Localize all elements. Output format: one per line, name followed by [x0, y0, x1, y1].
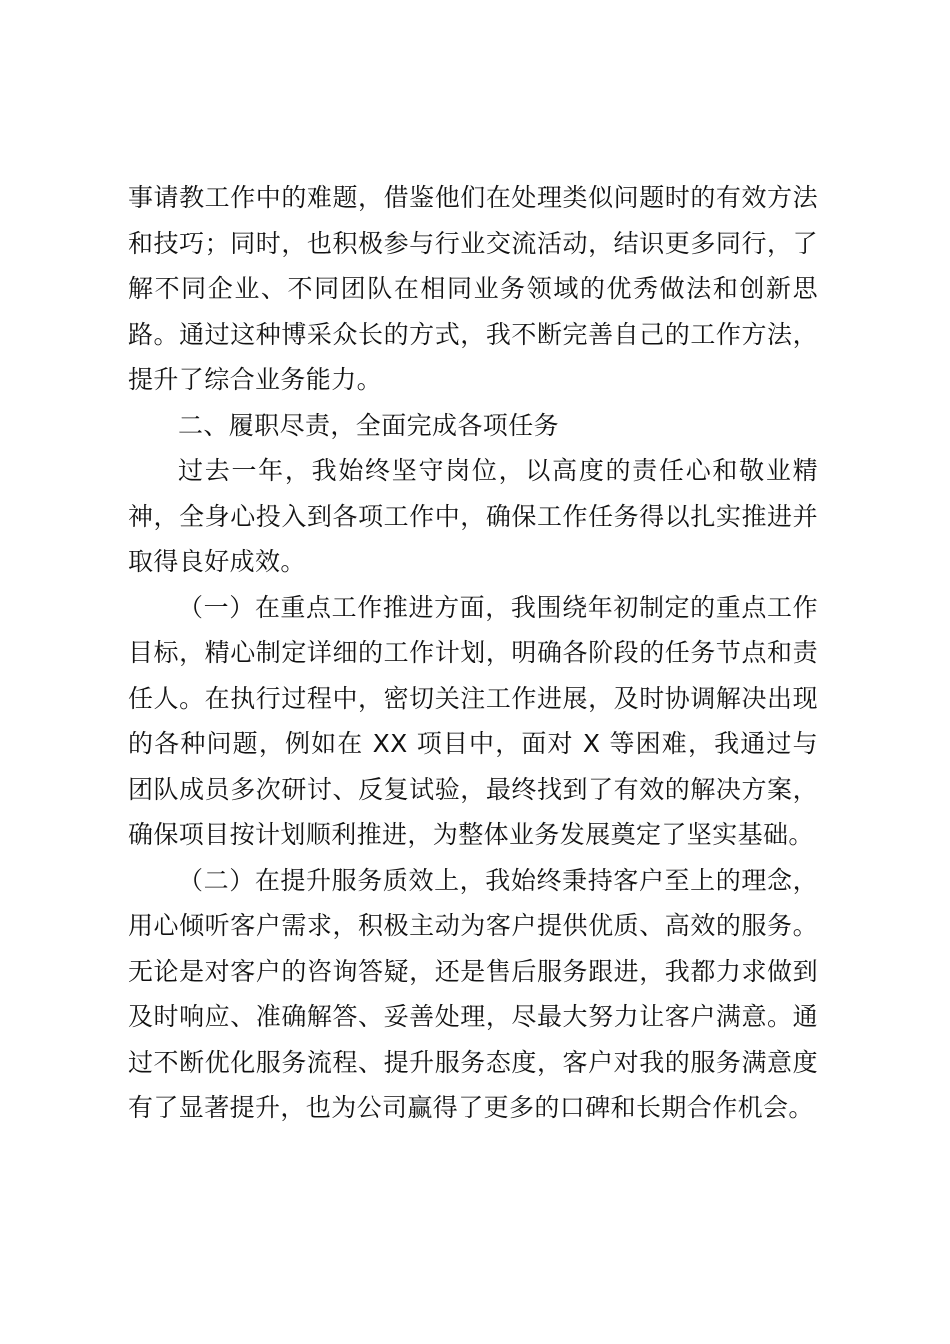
paragraph-item-1: （一）在重点工作推进方面，我围绕年初制定的重点工作目标，精心制定详细的工作计划，明确各阶段的任务节点和责任人。在执行过程中，密切关注工作进展，及时协调解决出现的各种问题，例如在 XX 项目中，面对 X 等困难，我通过与团队成员多次研讨、反复试验，最终找到了有效的解决方案，确保项目按计划顺利推进，为整体业务发展奠定了坚实基础。 — [128, 592, 818, 849]
document-body — [128, 175, 818, 1131]
paragraph-item-2: （二）在提升服务质效上，我始终秉持客户至上的理念，用心倾听客户需求，积极主动为客户提供优质、高效的服务。无论是对客户的咨询答疑，还是售后服务跟进，我都力求做到及时响应、准确解答、妥善处理，尽最大努力让客户满意。通过不断优化服务流程、提升服务态度，客户对我的服务满意度有了显著提升，也为公司赢得了更多的口碑和长期合作机会。 — [128, 865, 818, 1122]
section-heading: 二、履职尽责，全面完成各项任务 — [178, 410, 560, 440]
paragraph-continuation: 事请教工作中的难题，借鉴他们在处理类似问题时的有效方法和技巧；同时，也积极参与行业交流活动，结识更多同行，了解不同企业、不同团队在相同业务领域的优秀做法和创新思路。通过这种博采众长的方式，我不断完善自己的工作方法，提升了综合业务能力。 — [128, 183, 818, 394]
paragraph-intro: 过去一年，我始终坚守岗位，以高度的责任心和敬业精神，全身心投入到各项工作中，确保工作任务得以扎实推进并取得良好成效。 — [128, 456, 818, 576]
